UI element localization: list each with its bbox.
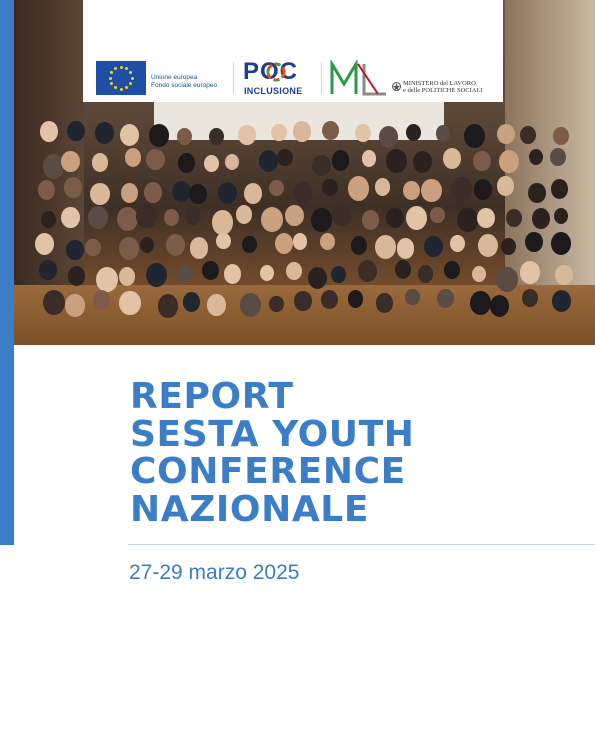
photo-person [293,233,308,250]
photo-person [550,148,565,166]
photo-person [362,150,377,167]
photo-person [85,239,100,257]
photo-person [125,148,141,167]
photo-person [436,125,450,142]
photo-person [331,266,346,283]
photo-person [285,205,303,226]
photo-person [497,176,514,195]
photo-person [207,294,225,315]
photo-person [185,207,201,226]
photo-person [322,179,338,197]
photo-person [506,209,522,227]
eu-star-icon [110,71,113,74]
photo-person [418,265,434,283]
photo-person [375,178,390,196]
photo-person [424,236,443,258]
photo-person [269,296,283,312]
photo-person [464,124,486,149]
ministero-line2: e delle POLITICHE SOCIALI [403,87,483,94]
photo-person [397,238,415,258]
photo-person [149,124,168,146]
photo-person [293,181,312,203]
photo-person [386,149,406,172]
eu-star-icon [120,88,123,91]
photo-person [444,261,460,279]
photo-person [532,208,551,229]
photo-person [474,179,492,200]
photo-person [348,290,363,307]
photo-person [39,260,57,280]
eu-line2: Fondo sociale europeo [151,82,218,89]
photo-person [218,182,237,204]
title-line: NAZIONALE [130,488,370,530]
eu-star-icon [120,66,123,69]
photo-person [261,207,283,232]
photo-person [236,205,252,224]
photo-person [355,124,371,142]
eu-star-icon [109,77,112,80]
photo-person [119,237,140,261]
photo-person [320,233,335,250]
photo-person [551,179,568,199]
poc-logo-title: POC [243,58,299,85]
photo-person [88,206,108,229]
photo-person [178,153,196,173]
photo-person [93,290,110,310]
photo-person [375,235,396,259]
eu-star-icon [114,67,117,70]
photo-person [520,261,540,284]
photo-person [244,183,262,204]
title-line: REPORT [130,376,294,417]
photo-person [119,291,141,316]
photo-person [520,126,536,145]
photo-crowd [34,120,594,335]
photo-person [522,289,538,307]
photo-person [450,235,465,252]
photo-person [499,150,519,173]
photo-person [41,211,56,228]
photo-person [146,263,167,287]
photo-person [92,153,108,171]
photo-person [362,210,379,230]
photo-person [386,208,404,228]
eu-star-icon [131,77,134,80]
photo-person [490,295,509,317]
eu-star-icon [125,86,128,89]
title-line: SESTA YOUTH [130,413,415,455]
photo-person [497,124,515,144]
photo-person [189,184,207,204]
photo-person [293,121,311,142]
photo-person [286,262,302,280]
photo-person [38,180,56,200]
photo-person [209,128,224,145]
photo-person [61,207,79,228]
photo-person [224,264,241,284]
photo-person [238,125,255,145]
photo-person [405,289,420,306]
photo-person [67,121,85,141]
photo-person [40,121,58,142]
eu-logo-text [151,74,217,90]
photo-person [90,183,109,205]
photo-person [260,265,274,281]
photo-person [225,154,239,170]
photo-person [477,208,495,228]
photo-person [216,233,230,249]
photo-person [269,180,283,197]
photo-person [68,266,85,286]
photo-person [413,151,432,173]
photo-person [61,151,79,172]
photo-person [259,150,278,172]
photo-person [275,233,293,254]
title-line: CONFERENCE [130,451,406,492]
photo-person [403,181,419,200]
photo-person [312,155,330,176]
photo-person [430,207,444,224]
photo-person [177,265,192,283]
photo-person [552,290,571,312]
photo-person [172,181,190,202]
photo-person [332,205,351,227]
photo-person [146,149,165,170]
photo-person [555,265,573,286]
photo-person [376,293,393,312]
logo-divider [233,62,234,94]
photo-person [95,122,114,144]
photo-person [43,290,65,315]
photo-person [395,260,411,279]
eu-star-icon [110,82,113,85]
eu-star-icon [114,86,117,89]
photo-person [311,208,332,232]
photo-person [351,236,367,255]
photo-person [554,208,568,224]
photo-person [525,232,542,252]
photo-person [529,149,544,166]
photo-person [528,183,546,203]
photo-person [164,209,179,226]
photo-person [117,207,138,231]
photo-person [501,238,516,255]
photo-person [379,126,398,148]
photo-person [322,121,339,140]
photo-person [478,234,498,257]
left-accent-bar [0,0,14,545]
ministero-ml-logo-icon [328,60,388,96]
photo-person [451,177,472,201]
photo-person [183,292,200,311]
photo-person [119,267,135,286]
poc-ring-icon [266,62,286,82]
photo-person [158,294,179,318]
photo-person [204,155,219,172]
photo-person [66,240,83,260]
logo-divider [321,62,322,94]
report-title [130,378,415,528]
photo-person [406,206,427,230]
eu-line1: Unione europea [151,74,198,81]
photo-person [348,176,370,201]
photo-person [65,294,84,316]
conference-dates: 27-29 marzo 2025 [129,561,300,584]
photo-person [166,234,185,256]
photo-person [240,293,261,317]
photo-person [271,124,286,142]
eu-star-icon [125,67,128,70]
photo-person [140,237,154,253]
photo-person [35,233,54,255]
photo-person [308,267,327,289]
photo-person [212,210,233,235]
photo-person [96,267,118,292]
eu-star-icon [129,71,132,74]
italian-emblem-icon [392,81,401,92]
eu-flag-icon [96,61,146,95]
ministero-logo-text [403,80,483,94]
eu-star-icon [129,82,132,85]
photo-person [473,151,491,171]
photo-person [472,266,486,282]
title-divider [128,544,595,545]
photo-person [277,149,292,167]
poc-logo-subtitle: INCLUSIONE [244,86,303,96]
photo-person [496,267,518,292]
photo-person [470,291,491,315]
photo-person [551,232,571,255]
photo-person [136,205,156,228]
photo-person [321,290,338,309]
photo-person [437,289,454,308]
photo-person [443,148,461,168]
photo-person [120,124,139,146]
photo-person [242,236,256,253]
photo-person [202,261,219,280]
photo-person [332,150,350,171]
photo-person [406,124,421,141]
ministero-line1: MINISTERO del LAVORO [403,80,476,87]
photo-person [294,291,312,311]
photo-person [121,183,139,203]
photo-person [190,237,209,259]
photo-person [64,177,82,198]
photo-person [553,127,569,146]
photo-person [421,179,442,203]
photo-person [358,260,377,282]
photo-person [457,208,478,232]
logo-band [83,0,503,102]
photo-person [144,182,162,203]
photo-person [177,128,192,146]
